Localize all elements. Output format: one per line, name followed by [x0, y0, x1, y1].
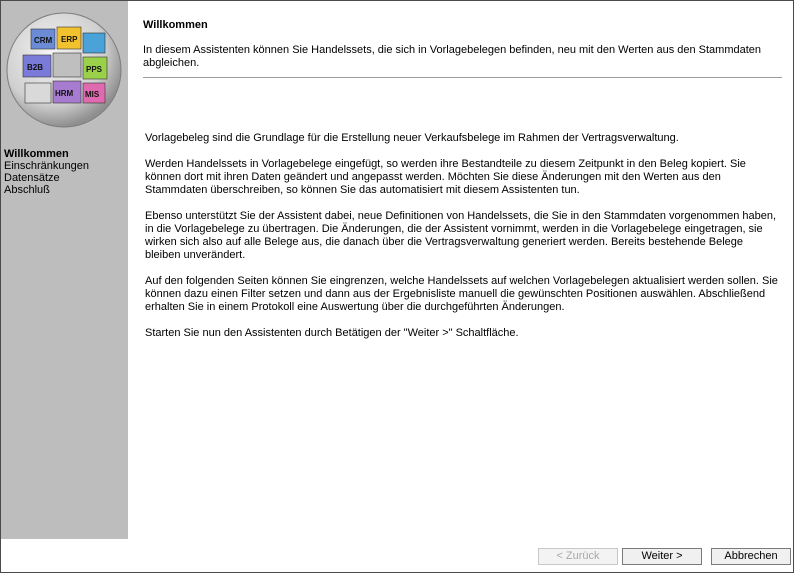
- logo-label-crm: CRM: [34, 36, 53, 45]
- puzzle-globe-logo: [5, 11, 123, 129]
- logo-label-pps: PPS: [86, 65, 103, 74]
- step-abschluss: Abschluß: [4, 184, 50, 196]
- paragraph-3: Ebenso unterstützt Sie der Assistent dabei, neue Definitionen von Handelssets, die Sie in den Stammdaten vorgenommen haben, in die Vorlagebelege zu übertragen. Die Änderungen, die der Assistent vornimmt, werden in die Vorlagebelege eingetragen, sie wirken sich also auf alle Belege aus, die danach über die Vertragsverwaltung generiert werden. Bereits bestehende Belege bleiben unverändert.: [145, 210, 777, 261]
- step-willkommen: Willkommen: [4, 148, 69, 160]
- page-title: Willkommen: [143, 19, 208, 31]
- wizard-footer: [1, 539, 793, 572]
- wizard-sidebar: [1, 1, 128, 539]
- header-divider: [143, 77, 782, 78]
- paragraph-1: Vorlagebeleg sind die Grundlage für die Erstellung neuer Verkaufsbelege im Rahmen der Vertragsverwaltung.: [145, 132, 679, 144]
- paragraph-4: Auf den folgenden Seiten können Sie eingrenzen, welche Handelssets auf welchen Vorlagebelegen aktualisiert werden sollen. Sie können dazu einen Filter setzen und dann aus der Ergebnisliste manuell die gewünschten Positionen auswählen. Abschließend erhalten Sie in einem Protokoll eine Auswertung über die durchgeführten Änderungen.: [145, 275, 778, 313]
- paragraph-2: Werden Handelssets in Vorlagebelege eingefügt, so werden ihre Bestandteile zu diesem Zeitpunkt in den Beleg kopiert. Sie können dort mit ihren Daten geändert und angepasst werden. Möchten Sie diese Änderungen mit den Werten aus den Stammdaten überschreiben, so können Sie das automatisiert mit diesem Assistenten tun.: [145, 158, 746, 196]
- description-body: [145, 132, 781, 353]
- next-button[interactable]: Weiter >: [622, 548, 702, 565]
- step-einschraenkungen: Einschränkungen: [4, 160, 90, 172]
- step-datensaetze: Datensätze: [4, 172, 60, 184]
- logo-label-mis: MIS: [85, 90, 100, 99]
- back-button[interactable]: < Zurück: [538, 548, 618, 565]
- wizard-steps: [4, 148, 89, 196]
- cancel-button[interactable]: Abbrechen: [711, 548, 791, 565]
- logo-label-b2b: B2B: [27, 63, 44, 72]
- paragraph-5: Starten Sie nun den Assistenten durch Betätigen der "Weiter >" Schaltfläche.: [145, 327, 519, 339]
- logo-label-erp: ERP: [61, 35, 78, 44]
- logo-label-hrm: HRM: [55, 89, 74, 98]
- intro-text: In diesem Assistenten können Sie Handelssets, die sich in Vorlagebelegen befinden, neu mit den Werten aus den Stammdaten abgleichen.: [143, 44, 762, 69]
